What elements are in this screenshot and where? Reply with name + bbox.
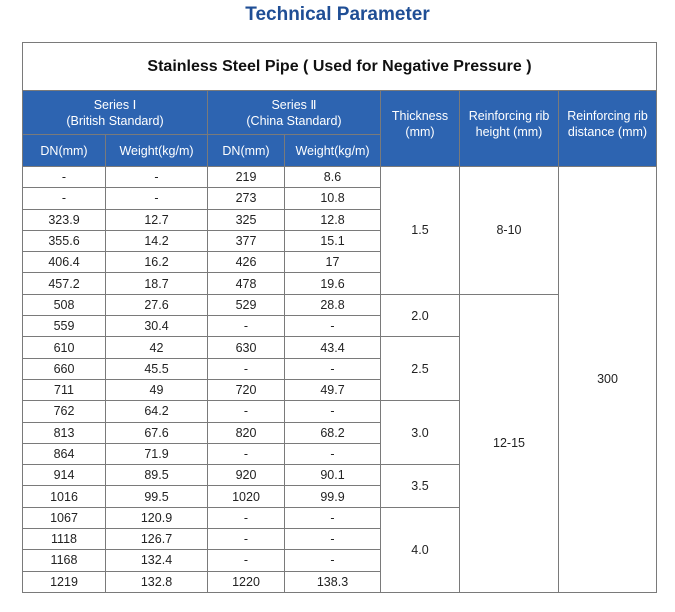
weight-series2-cell: 17 <box>285 252 381 273</box>
weight-series2-cell: 138.3 <box>285 571 381 592</box>
dn-series2-cell: 630 <box>208 337 285 358</box>
thickness-cell: 4.0 <box>381 507 460 592</box>
dn-series1-cell: - <box>23 167 106 188</box>
dn-series1-cell: 711 <box>23 379 106 400</box>
weight-series2-cell: - <box>285 507 381 528</box>
series-2-name: Series Ⅱ <box>271 97 317 112</box>
rib-distance-cell: 300 <box>559 167 657 593</box>
thickness-cell: 1.5 <box>381 167 460 295</box>
thickness-header-line1: Thickness <box>391 108 449 123</box>
dn-series1-cell: 864 <box>23 443 106 464</box>
sub-header-dn-2: DN(mm) <box>208 135 285 167</box>
weight-series1-cell: 42 <box>106 337 208 358</box>
sub-header-dn-1: DN(mm) <box>23 135 106 167</box>
weight-series2-cell: - <box>285 443 381 464</box>
series-2-standard: (China Standard) <box>246 113 342 128</box>
series-1-header <box>23 91 208 135</box>
weight-series1-cell: 120.9 <box>106 507 208 528</box>
table-row <box>23 167 657 188</box>
dn-series2-cell: 219 <box>208 167 285 188</box>
dn-series2-cell: 478 <box>208 273 285 294</box>
dn-series2-cell: - <box>208 529 285 550</box>
dn-series2-cell: 920 <box>208 465 285 486</box>
dn-series1-cell: 610 <box>23 337 106 358</box>
dn-series2-cell: - <box>208 358 285 379</box>
dn-series1-cell: 762 <box>23 401 106 422</box>
weight-series2-cell: - <box>285 358 381 379</box>
series-1-name: Series Ⅰ <box>93 97 137 112</box>
dn-series1-cell: 323.9 <box>23 209 106 230</box>
sub-header-weight-1: Weight(kg/m) <box>106 135 208 167</box>
weight-series2-cell: 19.6 <box>285 273 381 294</box>
dn-series1-cell: 1016 <box>23 486 106 507</box>
weight-series2-cell: 8.6 <box>285 167 381 188</box>
thickness-header-line2: (mm) <box>405 124 435 139</box>
dn-series1-cell: 406.4 <box>23 252 106 273</box>
series-2-header <box>208 91 381 135</box>
rib-height-cell: 8-10 <box>460 167 559 295</box>
dn-series1-cell: 660 <box>23 358 106 379</box>
weight-series1-cell: 14.2 <box>106 230 208 251</box>
weight-series1-cell: 64.2 <box>106 401 208 422</box>
rib-distance-header-line2: distance (mm) <box>567 124 648 139</box>
sub-header-weight-2: Weight(kg/m) <box>285 135 381 167</box>
dn-series1-cell: 1168 <box>23 550 106 571</box>
dn-series1-cell: 457.2 <box>23 273 106 294</box>
page-title: Technical Parameter <box>245 4 430 25</box>
dn-series2-cell: 820 <box>208 422 285 443</box>
weight-series1-cell: 132.4 <box>106 550 208 571</box>
table-caption: Stainless Steel Pipe ( Used for Negative Pressure ) <box>23 43 657 91</box>
weight-series1-cell: 126.7 <box>106 529 208 550</box>
dn-series2-cell: - <box>208 443 285 464</box>
weight-series1-cell: 71.9 <box>106 443 208 464</box>
weight-series2-cell: 68.2 <box>285 422 381 443</box>
weight-series2-cell: 12.8 <box>285 209 381 230</box>
dn-series1-cell: 355.6 <box>23 230 106 251</box>
rib-height-cell: 12-15 <box>460 294 559 592</box>
dn-series2-cell: 1020 <box>208 486 285 507</box>
weight-series1-cell: 18.7 <box>106 273 208 294</box>
thickness-cell: 2.5 <box>381 337 460 401</box>
weight-series1-cell: 27.6 <box>106 294 208 315</box>
dn-series2-cell: 325 <box>208 209 285 230</box>
dn-series2-cell: 720 <box>208 379 285 400</box>
dn-series2-cell: - <box>208 507 285 528</box>
weight-series1-cell: 89.5 <box>106 465 208 486</box>
weight-series2-cell: - <box>285 529 381 550</box>
weight-series2-cell: 15.1 <box>285 230 381 251</box>
thickness-cell: 2.0 <box>381 294 460 337</box>
weight-series1-cell: 16.2 <box>106 252 208 273</box>
rib-distance-header <box>559 91 657 167</box>
weight-series1-cell: 12.7 <box>106 209 208 230</box>
dn-series1-cell: 508 <box>23 294 106 315</box>
rib-height-header-line1: Reinforcing rib <box>468 108 550 123</box>
weight-series2-cell: 49.7 <box>285 379 381 400</box>
weight-series1-cell: - <box>106 188 208 209</box>
dn-series1-cell: 1067 <box>23 507 106 528</box>
weight-series2-cell: 43.4 <box>285 337 381 358</box>
dn-series2-cell: 529 <box>208 294 285 315</box>
rib-height-header <box>460 91 559 167</box>
dn-series2-cell: - <box>208 550 285 571</box>
weight-series2-cell: 10.8 <box>285 188 381 209</box>
dn-series1-cell: - <box>23 188 106 209</box>
dn-series1-cell: 559 <box>23 316 106 337</box>
weight-series1-cell: 67.6 <box>106 422 208 443</box>
weight-series1-cell: 99.5 <box>106 486 208 507</box>
dn-series2-cell: 273 <box>208 188 285 209</box>
rib-height-header-line2: height (mm) <box>475 124 543 139</box>
series-1-standard: (British Standard) <box>66 113 164 128</box>
thickness-header <box>381 91 460 167</box>
weight-series1-cell: 45.5 <box>106 358 208 379</box>
weight-series1-cell: 132.8 <box>106 571 208 592</box>
weight-series2-cell: 90.1 <box>285 465 381 486</box>
weight-series1-cell: 30.4 <box>106 316 208 337</box>
rib-distance-header-line1: Reinforcing rib <box>567 108 648 123</box>
dn-series2-cell: 426 <box>208 252 285 273</box>
dn-series1-cell: 813 <box>23 422 106 443</box>
weight-series1-cell: - <box>106 167 208 188</box>
dn-series1-cell: 1118 <box>23 529 106 550</box>
thickness-cell: 3.0 <box>381 401 460 465</box>
dn-series1-cell: 914 <box>23 465 106 486</box>
weight-series1-cell: 49 <box>106 379 208 400</box>
parameter-table <box>22 42 657 593</box>
weight-series2-cell: - <box>285 401 381 422</box>
thickness-cell: 3.5 <box>381 465 460 508</box>
dn-series2-cell: - <box>208 316 285 337</box>
weight-series2-cell: - <box>285 550 381 571</box>
weight-series2-cell: - <box>285 316 381 337</box>
dn-series2-cell: - <box>208 401 285 422</box>
weight-series2-cell: 99.9 <box>285 486 381 507</box>
weight-series2-cell: 28.8 <box>285 294 381 315</box>
dn-series2-cell: 1220 <box>208 571 285 592</box>
dn-series1-cell: 1219 <box>23 571 106 592</box>
dn-series2-cell: 377 <box>208 230 285 251</box>
